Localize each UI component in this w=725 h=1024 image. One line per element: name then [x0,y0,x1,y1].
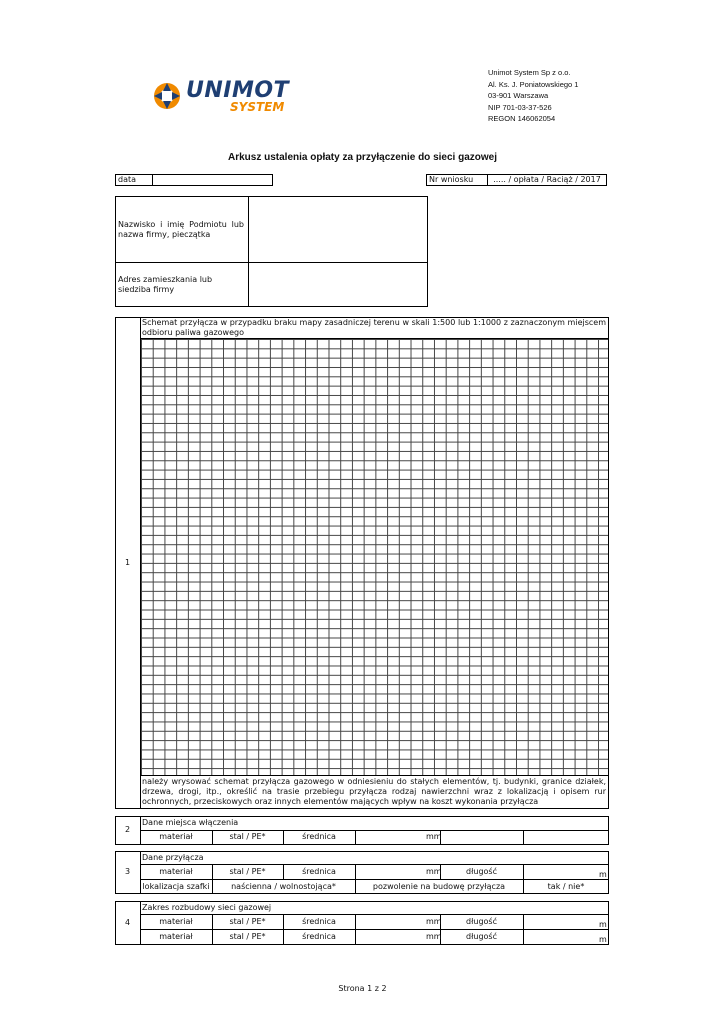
company-logo [152,79,302,117]
section3-length-unit: m [599,870,607,879]
section2-number: 2 [124,825,131,834]
section3-cabinet-value[interactable]: naścienna / wolnostojąca* [231,882,336,891]
application-number-label: Nr wniosku [429,175,474,184]
section3-permit-label: pozwolenie na budowę przyłącza [372,882,506,891]
section4-row1-material-value[interactable]: stal / PE* [229,917,266,926]
section4-row1-diameter-label: średnica [302,917,336,926]
section4-row2-length-label: długość [466,932,497,941]
page-number: Strona 1 z 2 [338,984,387,993]
section3-length-field[interactable] [524,865,596,878]
section3-permit-value[interactable]: tak / nie* [547,882,585,891]
section4-row2-length-field[interactable] [524,930,596,943]
section4-row1-length-label: długość [466,917,497,926]
section1-note: należy wrysować schemat przyłącza gazowego w odniesieniu do stałych elementów, tj. budynki, granice działek, drzewa, drogi, itp., określić na trasie przebiegu przyłącza rodzaj nawierzchni wraz z lokalizacją i opisem rur ochronnych, przeciskowych oraz innych elementów mających wpływ na koszt wykonania przyłącza [142,777,606,806]
section2-diameter-field[interactable] [356,831,424,844]
company-address [488,67,578,125]
company-nip: NIP 701-03-37-526 [488,102,552,112]
section4-heading: Zakres rozbudowy sieci gazowej [142,903,272,912]
section1-heading: Schemat przyłącza w przypadku braku mapy zasadniczej terenu w skali 1:500 lub 1:1000 z zaznaczonym miejscem odbioru paliwa gazowego [142,318,606,337]
section3-diameter-unit: mm [426,867,442,876]
section2-diameter-label: średnica [302,832,336,841]
applicant-address-field[interactable] [250,263,426,306]
section2-material-label: materiał [159,832,193,841]
section4-row1-diameter-field[interactable] [356,915,424,928]
schema-drawing-grid[interactable] [140,338,609,776]
section4-number: 4 [124,918,131,927]
section4-row1-material-label: materiał [159,917,193,926]
section2-diameter-unit: mm [426,832,442,841]
section1-number: 1 [124,558,131,567]
section3-length-label: długość [466,867,497,876]
company-name: Unimot System Sp z o.o. [488,68,571,77]
applicant-name-field[interactable] [250,197,426,261]
applicant-name-label: Nazwisko i imię Podmiotu lub nazwa firmy, pieczątka [118,220,244,239]
section3-heading: Dane przyłącza [142,853,204,862]
section4-row2-material-label: materiał [159,932,193,941]
date-label: data [118,175,137,184]
section2-material-value[interactable]: stal / PE* [229,832,266,841]
section3-number: 3 [124,867,131,876]
section3-material-value[interactable]: stal / PE* [229,867,266,876]
section4-row2-diameter-field[interactable] [356,930,424,943]
section3-material-label: materiał [159,867,193,876]
document-title: Arkusz ustalenia opłaty za przyłączenie do sieci gazowej [228,152,497,163]
application-number-value: ..... / opłata / Raciąż / 2017 [493,175,601,184]
section4-row2-material-value[interactable]: stal / PE* [229,932,266,941]
logo-sub: SYSTEM [230,100,285,114]
company-regon: REGON 146062054 [488,114,556,123]
section4-row2-length-unit: m [599,935,607,944]
section2-heading: Dane miejsca włączenia [142,818,239,827]
company-city: 03-901 Warszawa [488,91,549,100]
section4-row1-diameter-unit: mm [426,917,442,926]
section3-diameter-label: średnica [302,867,336,876]
section3-cabinet-label: lokalizacja szafki [142,882,210,891]
logo-brand: UNIMOT [186,78,290,103]
logo-flame-icon [152,81,184,111]
applicant-address-label: Adres zamieszkania lub siedziba firmy [118,275,213,294]
section4-row1-length-field[interactable] [524,915,596,928]
section4-row1-length-unit: m [599,920,607,929]
section4-row2-diameter-unit: mm [426,932,442,941]
section4-row2-diameter-label: średnica [302,932,336,941]
date-field[interactable] [152,174,273,186]
company-street: Al. Ks. J. Poniatowskiego 1 [488,79,579,89]
section3-diameter-field[interactable] [356,865,424,878]
